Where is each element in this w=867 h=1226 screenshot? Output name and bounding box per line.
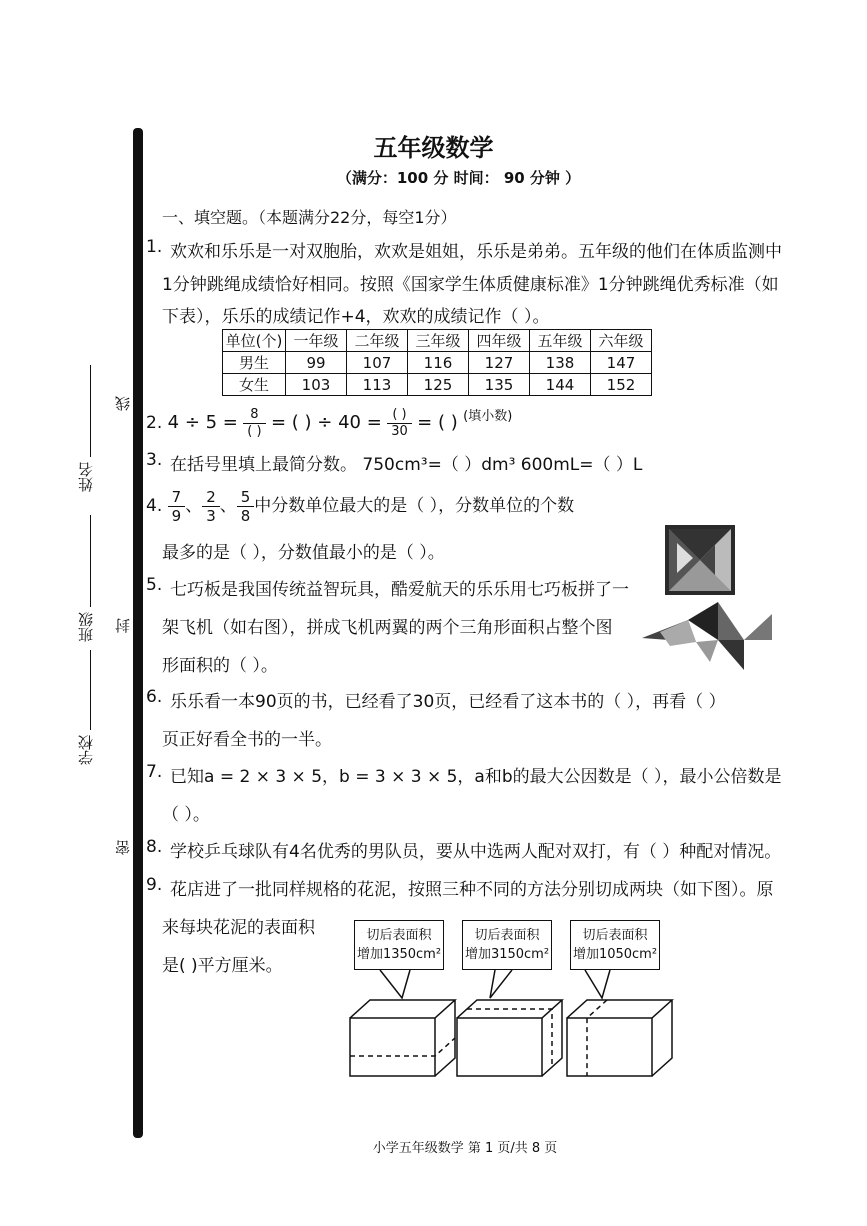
q7-number: 7. [146,762,163,782]
table-header-cell: 三年级 [408,330,469,352]
class-blank-line[interactable] [90,515,91,607]
table-cell: 135 [469,374,530,396]
table-cell: 113 [347,374,408,396]
callout-title: 切后表面积 [474,928,540,943]
q4-line2: 最多的是（ ），分数值最小的是（ ）。 [162,543,445,563]
fraction-denominator: 3 [206,506,216,525]
q4-fraction-3 [237,488,255,525]
fraction-denominator: ( ) [247,423,262,439]
q2-number: 2. [146,413,163,433]
table-row [223,374,652,396]
q4-line1-tail: 中分数单位最大的是（ ），分数单位的个数 [254,496,575,516]
fraction-numerator: 2 [202,488,220,507]
callout-value: 增加1050cm² [572,947,658,962]
q5-line3: 形面积的（ ）。 [162,656,278,676]
callout-value: 增加1350cm² [356,947,442,962]
q2-middle: = ( ) ÷ 40 = [270,412,382,433]
cuboid-diagrams [340,968,690,1083]
q8-text: 学校乒乓球队有4名优秀的男队员，要从中选两人配对双打，有（ ）种配对情况。 [170,842,782,862]
jump-rope-standard-table [222,329,652,396]
callout-pointer-3 [585,970,610,998]
callout-pointer-1 [380,970,410,998]
table-header-cell: 四年级 [469,330,530,352]
q2-fraction-2 [387,407,412,440]
q4-number: 4. [146,496,163,516]
table-header-cell: 一年级 [286,330,347,352]
fraction-numerator: 8 [243,407,265,424]
q1-number: 1. [146,237,163,257]
fraction-numerator: ( ) [387,407,412,424]
q6-line1: 乐乐看一本90页的书，已经看了30页，已经看了这本书的（ ），再看（ ） [170,692,726,712]
callout-title: 切后表面积 [366,928,432,943]
fraction-denominator: 30 [391,423,408,439]
page-title: 五年级数学 [373,134,494,162]
q2-tail: = ( ) [417,412,458,433]
q5-number: 5. [146,575,163,595]
page-footer: 小学五年级数学 第 1 页/共 8 页 [372,1141,558,1156]
cuboid-1 [350,1000,455,1076]
table-header-row [223,330,652,352]
table-header-cell: 五年级 [530,330,591,352]
table-cell: 99 [286,352,347,374]
tangram-square-image [665,525,735,595]
q5-line1: 七巧板是我国传统益智玩具，酷爱航天的乐乐用七巧板拼了一 [170,580,629,600]
callout-cut-1 [354,920,444,970]
q7-line2: （ ）。 [162,805,210,825]
school-blank-line[interactable] [90,650,91,730]
q6-number: 6. [146,687,163,707]
table-cell: 144 [530,374,591,396]
q4-separator: 、 [219,496,237,516]
table-cell: 127 [469,352,530,374]
q2-note: (填小数) [463,409,513,424]
q9-line2: 来每块花泥的表面积 [162,918,315,938]
callout-title: 切后表面积 [582,928,648,943]
q7-line1: 已知a = 2 × 3 × 5，b = 3 × 3 × 5，a和b的最大公因数是（ ），最小公倍数是 [170,767,782,787]
q4-fraction-2 [202,488,220,525]
table-cell: 147 [591,352,652,374]
q2-fraction-1 [243,407,265,440]
table-cell: 125 [408,374,469,396]
fraction-numerator: 5 [237,488,255,507]
table-cell: 女生 [223,374,286,396]
q4-line1 [146,487,574,525]
class-label: 班级 [77,612,95,642]
q3-text: 在括号里填上最简分数。 750cm³=（ ）dm³ 600mL=（ ）L [170,455,643,475]
fraction-denominator: 8 [240,506,251,525]
table-header-cell: 六年级 [591,330,652,352]
callout-pointer-2 [490,970,512,998]
callout-cut-3 [570,920,660,970]
callout-value: 增加3150cm² [464,947,550,962]
seal-char-xian: 线 [114,396,132,411]
q8-number: 8. [146,837,163,857]
fraction-denominator: 9 [171,506,182,525]
binding-line [133,128,143,1138]
table-row [223,352,652,374]
q9-line1: 花店进了一批同样规格的花泥，按照三种不同的方法分别切成两块（如下图）。原 [170,880,774,900]
table-cell: 116 [408,352,469,374]
name-label: 姓名 [77,462,95,492]
q9-number: 9. [146,875,163,895]
q1-line2: 1分钟跳绳成绩恰好相同。按照《国家学生体质健康标准》1分钟跳绳优秀标准（如 [162,275,779,295]
seal-char-mi: 密 [114,840,132,855]
table-header-cell: 单位(个) [223,330,286,352]
callout-cut-2 [462,920,552,970]
table-header-cell: 二年级 [347,330,408,352]
q4-separator: 、 [185,496,203,516]
tangram-airplane-image [640,600,775,672]
q4-fraction-1 [168,488,186,525]
q2-lhs: 4 ÷ 5 = [167,412,238,433]
seal-char-feng: 封 [114,618,132,633]
q1-line3: 下表），乐乐的成绩记作+4，欢欢的成绩记作（ ）。 [162,307,550,327]
table-cell: 107 [347,352,408,374]
q5-line2: 架飞机（如右图），拼成飞机两翼的两个三角形面积占整个图 [162,618,613,638]
cuboid-2 [457,1000,562,1076]
section-heading: 一、填空题。（本题满分22分，每空1分） [162,208,457,227]
table-cell: 103 [286,374,347,396]
table-cell: 男生 [223,352,286,374]
fraction-numerator: 7 [168,488,186,507]
q2-equation [146,400,512,440]
exam-info: （满分：100 分 时间： 90 分钟 ） [336,169,581,187]
table-cell: 138 [530,352,591,374]
cuboid-3 [567,1000,672,1076]
q6-line2: 页正好看全书的一半。 [162,730,332,750]
q3-number: 3. [146,450,163,470]
q9-line3: 是( )平方厘米。 [162,956,283,976]
table-cell: 152 [591,374,652,396]
q1-line1: 欢欢和乐乐是一对双胞胎，欢欢是姐姐，乐乐是弟弟。五年级的他们在体质监测中 [170,242,782,262]
school-label: 学校 [77,735,95,765]
name-blank-line[interactable] [90,365,91,457]
